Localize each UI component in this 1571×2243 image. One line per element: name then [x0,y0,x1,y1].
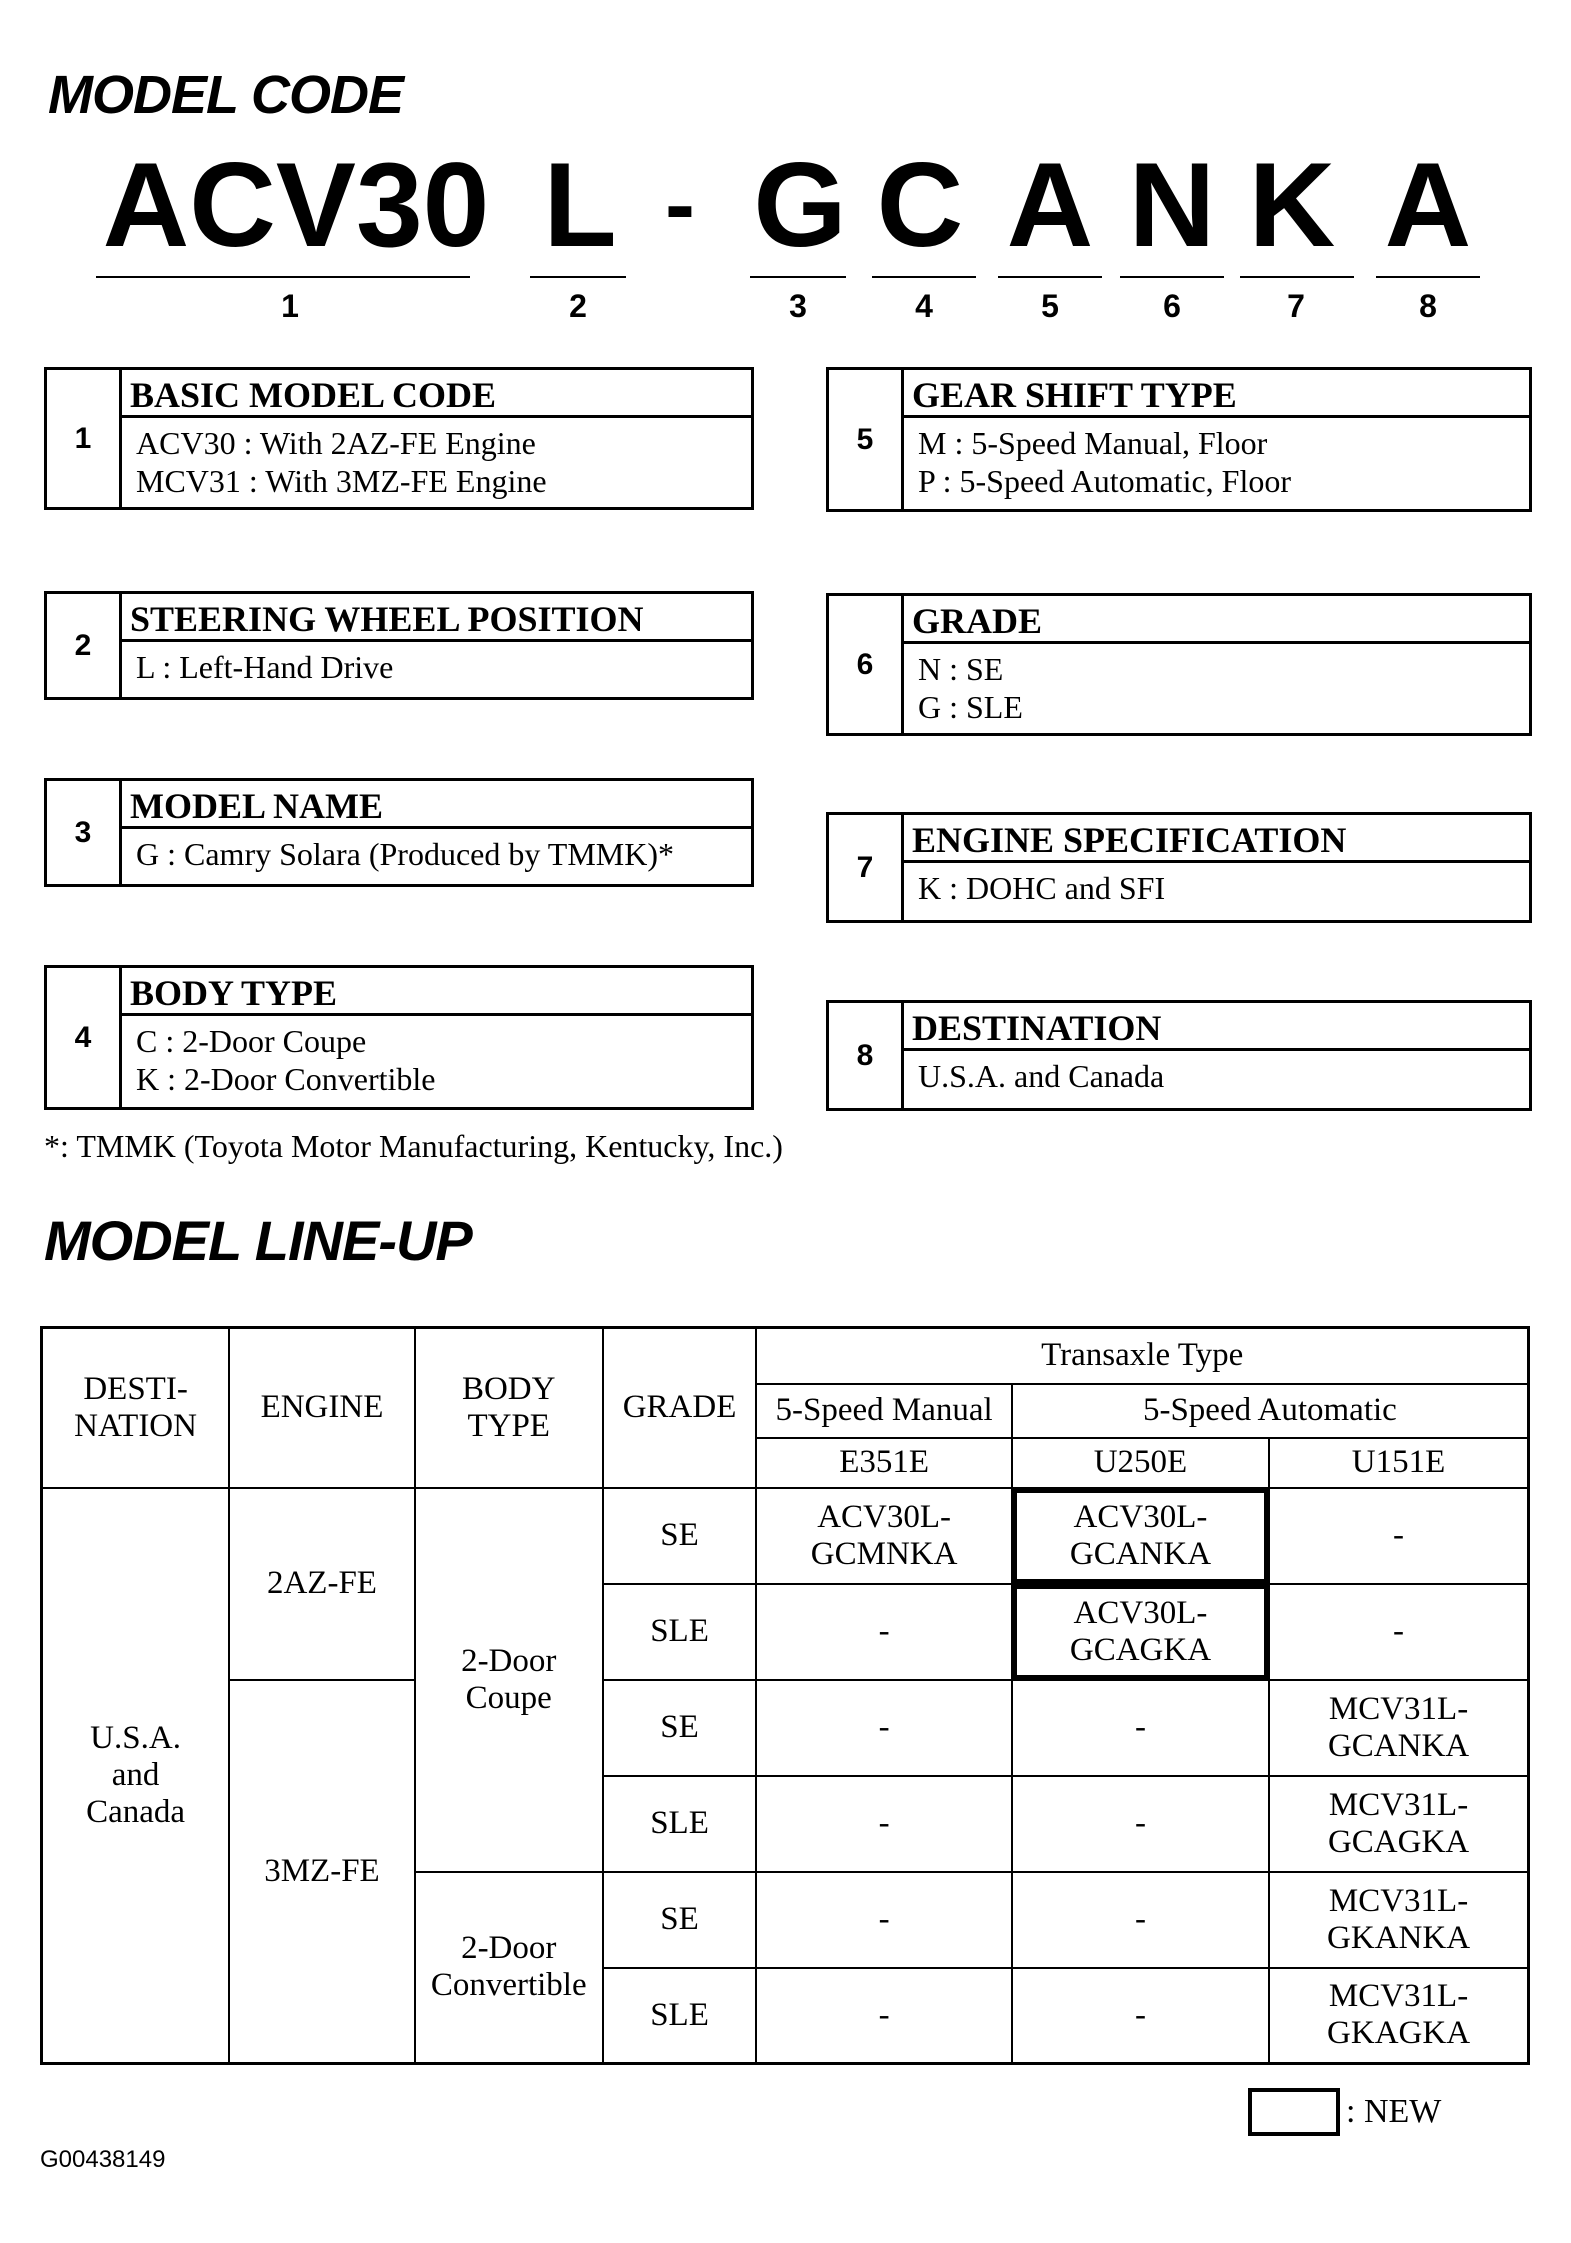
box-number: 4 [47,968,122,1107]
model-code-title: MODEL CODE [48,65,404,125]
footnote: *: TMMK (Toyota Motor Manufacturing, Kentucky, Inc.) [44,1128,783,1164]
header-destination: DESTI- NATION [42,1328,230,1488]
code-underline-6 [1120,276,1224,278]
box-number: 2 [47,594,122,697]
cell-grade: SE [603,1680,757,1776]
box-line: ACV30 : With 2AZ-FE Engine [136,425,536,461]
cell-model-code: - [756,1872,1011,1968]
code-segment-7: K [1248,138,1336,272]
cell-model-code: - [756,1680,1011,1776]
box-line: K : 2-Door Convertible [136,1061,436,1097]
box-number: 6 [829,596,904,733]
code-segment-1: ACV30 [102,138,490,272]
new-legend [1248,2088,1441,2136]
box-line: G : SLE [918,689,1023,725]
box-line: U.S.A. and Canada [918,1058,1165,1094]
code-box-body-type [44,965,754,1110]
table-row [42,1488,1529,1584]
code-box-model-name [44,778,754,887]
box-header: BASIC MODEL CODE [122,370,751,418]
box-header: GEAR SHIFT TYPE [904,370,1529,418]
code-underline-5 [998,276,1102,278]
cell-model-code: - [756,1968,1011,2064]
code-position-5: 5 [1041,288,1059,324]
box-line: M : 5-Speed Manual, Floor [918,425,1268,461]
cell-body-type: 2-Door Convertible [415,1872,603,2064]
header-engine: ENGINE [229,1328,415,1488]
box-line: MCV31 : With 3MZ-FE Engine [136,463,547,499]
code-position-2: 2 [569,288,587,324]
code-segment-5: A [1006,138,1094,272]
box-line: L : Left-Hand Drive [136,649,394,685]
box-header: STEERING WHEEL POSITION [122,594,751,642]
cell-model-code: - [1012,1872,1269,1968]
cell-grade: SE [603,1488,757,1584]
box-line: C : 2-Door Coupe [136,1023,367,1059]
code-underline-2 [530,276,626,278]
header-automatic: 5-Speed Automatic [1012,1384,1529,1438]
figure-id: G00438149 [40,2146,166,2173]
cell-model-code-new: ACV30L- GCAGKA [1012,1584,1269,1680]
code-box-basic-model [44,367,754,510]
code-position-8: 8 [1419,288,1437,324]
cell-body-type: 2-Door Coupe [415,1488,603,1872]
cell-destination: U.S.A. and Canada [42,1488,230,2064]
cell-model-code: MCV31L- GKAGKA [1269,1968,1528,2064]
code-position-6: 6 [1163,288,1181,324]
header-e351e: E351E [756,1438,1011,1488]
cell-engine: 2AZ-FE [229,1488,415,1680]
cell-model-code: MCV31L- GCANKA [1269,1680,1528,1776]
cell-model-code: - [756,1584,1011,1680]
legend-box-icon [1248,2088,1340,2136]
header-manual: 5-Speed Manual [756,1384,1011,1438]
box-number: 3 [47,781,122,884]
cell-model-code-new: ACV30L- GCANKA [1012,1488,1269,1584]
cell-model-code: - [756,1776,1011,1872]
box-header: DESTINATION [904,1003,1529,1051]
model-lineup-title: MODEL LINE-UP [44,1209,472,1272]
code-underline-1 [96,276,470,278]
box-header: MODEL NAME [122,781,751,829]
box-line: K : DOHC and SFI [918,870,1166,906]
box-number: 8 [829,1003,904,1108]
code-underline-4 [872,276,976,278]
code-segment-2: L [543,138,617,272]
table-row [42,1680,1529,1776]
header-body-type: BODY TYPE [415,1328,603,1488]
cell-model-code: - [1012,1680,1269,1776]
box-number: 7 [829,815,904,920]
box-header: GRADE [904,596,1529,644]
box-header: BODY TYPE [122,968,751,1016]
model-lineup-table [40,1326,1530,2065]
code-underline-3 [750,276,846,278]
code-box-destination [826,1000,1532,1111]
code-segment-8: A [1384,138,1472,272]
legend-label: : NEW [1346,2093,1442,2130]
code-box-gear-shift [826,367,1532,512]
code-box-grade [826,593,1532,736]
code-position-4: 4 [915,288,933,324]
code-segment-4: C [876,138,964,272]
cell-model-code: - [1012,1776,1269,1872]
code-position-3: 3 [789,288,807,324]
code-segment-3: G [753,138,847,272]
box-header: ENGINE SPECIFICATION [904,815,1529,863]
cell-model-code: - [1269,1584,1528,1680]
code-segment-6: N [1128,138,1216,272]
code-box-steering [44,591,754,700]
cell-model-code: MCV31L- GKANKA [1269,1872,1528,1968]
code-position-1: 1 [281,288,299,324]
code-dash: - [665,155,695,255]
box-number: 1 [47,370,122,507]
cell-model-code: ACV30L- GCMNKA [756,1488,1011,1584]
header-u250e: U250E [1012,1438,1269,1488]
cell-grade: SE [603,1872,757,1968]
box-line: N : SE [918,651,1004,687]
box-line: P : 5-Speed Automatic, Floor [918,463,1292,499]
box-number: 5 [829,370,904,509]
cell-grade: SLE [603,1776,757,1872]
header-u151e: U151E [1269,1438,1528,1488]
code-box-engine-spec [826,812,1532,923]
cell-model-code: MCV31L- GCAGKA [1269,1776,1528,1872]
code-position-7: 7 [1287,288,1305,324]
box-line: G : Camry Solara (Produced by TMMK)* [136,836,674,872]
cell-engine: 3MZ-FE [229,1680,415,2064]
cell-model-code: - [1269,1488,1528,1584]
cell-grade: SLE [603,1584,757,1680]
code-underline-8 [1376,276,1480,278]
code-underline-7 [1240,276,1354,278]
cell-grade: SLE [603,1968,757,2064]
header-transaxle-type: Transaxle Type [756,1328,1528,1384]
cell-model-code: - [1012,1968,1269,2064]
header-grade: GRADE [603,1328,757,1488]
